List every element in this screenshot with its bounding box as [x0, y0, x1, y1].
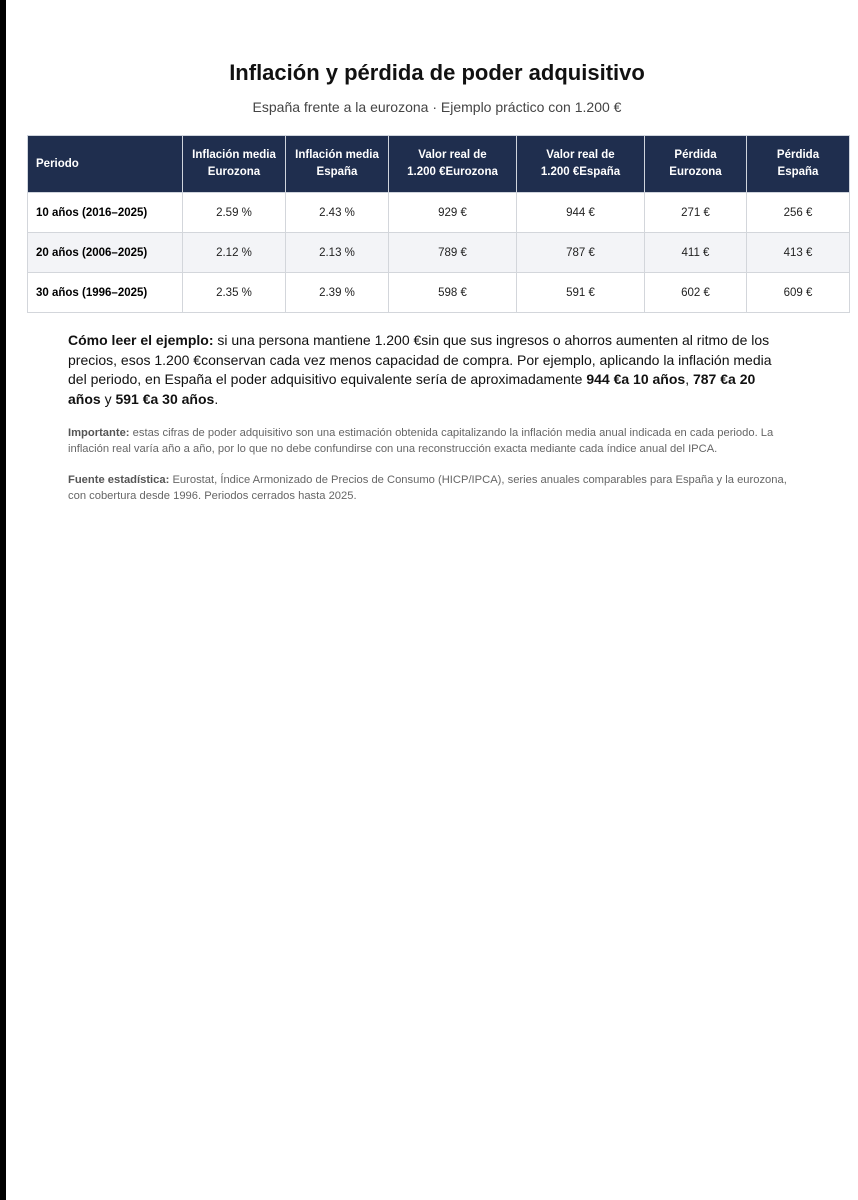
explanation-lead: Cómo leer el ejemplo: — [68, 332, 214, 348]
cell-inflacion-espana: 2.43 % — [286, 193, 389, 233]
highlight-20-years: 787 €a 20 años — [68, 371, 756, 407]
source-label: Fuente estadística: — [68, 474, 170, 486]
cell-perdida-espana: 609 € — [747, 273, 850, 313]
cell-valor-eurozona: 789 € — [389, 233, 517, 273]
cell-perdida-eurozona: 271 € — [645, 193, 747, 233]
important-label: Importante: — [68, 427, 130, 439]
cell-perdida-eurozona: 411 € — [645, 233, 747, 273]
cell-perdida-espana: 413 € — [747, 233, 850, 273]
highlight-30-years: 591 €a 30 años — [115, 390, 215, 407]
cell-inflacion-eurozona: 2.12 % — [183, 233, 286, 273]
col-header-inflacion-eurozona: Inflación media Eurozona — [183, 136, 286, 193]
explanation-text: si una persona mantiene 1.200 €sin que sus ingresos o ahorros aumenten al ritmo de los precios, esos 1.200 €conservan cada vez menos capacidad de compra. Por ejemplo, aplicando la inflación media del periodo, en España el poder adquisitivo equivalente sería de aproximadamente — [68, 332, 772, 387]
page-subtitle: España frente a la eurozona · Ejemplo práctico con 1.200 € — [252, 99, 622, 115]
cell-valor-eurozona: 929 € — [389, 193, 517, 233]
col-header-perdida-espana: Pérdida España — [747, 136, 850, 193]
table-row — [28, 233, 850, 273]
important-text: estas cifras de poder adquisitivo son una estimación obtenida capitalizando la inflación media anual indicada en cada periodo. La inflación real varía año a año, por lo que no debe confundirse con una reconstrucción exacta mediante cada índice anual del IPCA. — [68, 427, 774, 455]
cell-valor-espana: 591 € — [517, 273, 645, 313]
explanation-separator: , — [685, 371, 693, 387]
cell-inflacion-espana: 2.13 % — [286, 233, 389, 273]
cell-valor-espana: 944 € — [517, 193, 645, 233]
row-periodo: 30 años (1996–2025) — [28, 273, 183, 313]
cell-inflacion-eurozona: 2.59 % — [183, 193, 286, 233]
source-note — [68, 472, 788, 504]
cell-perdida-espana: 256 € — [747, 193, 850, 233]
explanation-separator: y — [100, 390, 116, 407]
col-header-periodo: Periodo — [28, 136, 183, 193]
explanation-paragraph — [68, 331, 788, 409]
table-row — [28, 193, 850, 233]
inflation-table — [27, 135, 850, 313]
col-header-inflacion-espana: Inflación media España — [286, 136, 389, 193]
explanation-end: . — [214, 390, 219, 407]
cell-perdida-eurozona: 602 € — [645, 273, 747, 313]
col-header-perdida-eurozona: Pérdida Eurozona — [645, 136, 747, 193]
cell-valor-eurozona: 598 € — [389, 273, 517, 313]
cell-inflacion-espana: 2.39 % — [286, 273, 389, 313]
cell-valor-espana: 787 € — [517, 233, 645, 273]
source-text: Eurostat, Índice Armonizado de Precios de Consumo (HICP/IPCA), series anuales comparables para España y la eurozona, con cobertura desde 1996. Periodos cerrados hasta 2025. — [68, 474, 787, 502]
cell-inflacion-eurozona: 2.35 % — [183, 273, 286, 313]
row-periodo: 10 años (2016–2025) — [28, 193, 183, 233]
table-row — [28, 273, 850, 313]
table-header-row — [28, 136, 850, 193]
col-header-valor-eurozona: Valor real de 1.200 €Eurozona — [389, 136, 517, 193]
row-periodo: 20 años (2006–2025) — [28, 233, 183, 273]
page-title: Inflación y pérdida de poder adquisitivo — [229, 60, 645, 85]
highlight-10-years: 944 €a 10 años — [586, 371, 686, 387]
col-header-valor-espana: Valor real de 1.200 €España — [517, 136, 645, 193]
important-note — [68, 425, 788, 457]
